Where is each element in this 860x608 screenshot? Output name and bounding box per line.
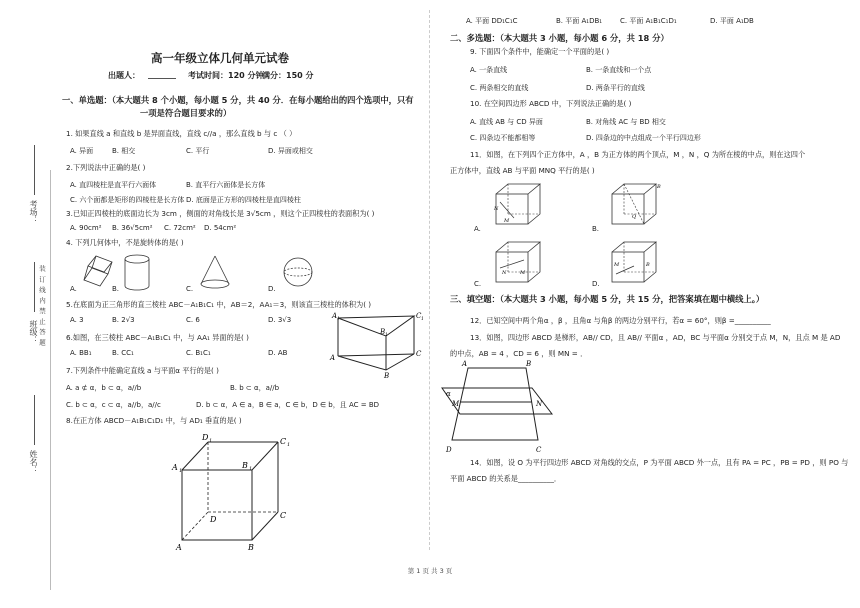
q1-text: 1. 如果直线 a 和直线 b 是异面直线，直线 c//a ，那么直线 b 与 c （ ） [66,129,297,138]
q9-option-d[interactable]: D. 两条平行的直线 [586,84,645,92]
svg-text:M: M [452,400,460,408]
q10-option-d[interactable]: D. 四条边的中点组成一个平行四边形 [586,134,701,142]
q4-label-a[interactable]: A. [70,285,77,293]
binding-line [50,170,51,590]
q11-label-b[interactable]: B. [592,225,600,233]
q3-option-b[interactable]: B. 36√5cm² [112,224,153,232]
q9-text: 9. 下面四个条件中，能确定一个平面的是( ) [470,47,610,56]
q6-option-c[interactable]: C. B₁C₁ [186,349,211,357]
section3-heading: 三、填空题：（本大题共 3 小题，每小题 5 分，共 15 分，把答案填在题中横线上。） [450,294,765,304]
q10-option-c[interactable]: C. 四条边不能都相等 [470,134,536,142]
q9-option-b[interactable]: B. 一条直线和一个点 [586,66,652,74]
q4-label-b[interactable]: B. [112,285,120,293]
svg-text:B: B [646,262,650,268]
class-blank[interactable] [34,262,35,312]
q5-option-b[interactable]: B. 2√3 [112,316,135,324]
q1-option-b[interactable]: B. 相交 [112,147,136,155]
q10-option-a[interactable]: A. 直线 AB 与 CD 异面 [470,118,543,126]
q9-option-a[interactable]: A. 一条直线 [470,66,508,74]
q6-option-a[interactable]: A. BB₁ [70,349,92,357]
svg-text:α: α [446,390,451,398]
q4-label-c[interactable]: C. [186,285,194,293]
q11-label-c[interactable]: C. [474,280,482,288]
q3-option-a[interactable]: A. 90cm² [70,224,102,232]
full-score: 满分：150 分 [262,71,314,80]
q8-option-c[interactable]: C. 平面 A₁B₁C₁D₁ [620,17,677,25]
name-label: 姓名： [29,450,38,474]
seal-notice: 装 订 线 内 禁 止 答 题 [38,265,46,347]
q5-option-a[interactable]: A. 3 [70,316,84,324]
q14-text: 14．如图，设 O 为平行四边形 ABCD 对角线的交点，P 为平面 ABCD 外一点，且有 PA = PC ，PB = PD ，则 PO 与 [470,458,849,467]
section1-heading-cont: 一项是符合题目要求的） [140,108,232,118]
q8-text: 8.在正方体 ABCD－A₁B₁C₁D₁ 中，与 AD₁ 垂直的是( ) [66,416,242,425]
svg-text:D: D [210,515,217,524]
q10-option-b[interactable]: B. 对角线 AC 与 BD 相交 [586,118,666,126]
svg-text:B: B [384,372,390,380]
exam-time: 考试时间：120 分钟 [188,71,264,80]
q8-option-d[interactable]: D. 平面 A₁DB [710,17,754,25]
q1-option-c[interactable]: C. 平行 [186,147,210,155]
q4-figure-cylinder [122,254,152,292]
svg-text:C: C [416,350,422,358]
q11-cube-b [610,182,660,226]
class-label: 班级： [29,320,38,344]
svg-text:N: N [536,400,543,408]
svg-text:A: A [176,543,182,552]
svg-text:C: C [536,446,542,454]
svg-text:1: 1 [287,442,291,448]
q8-option-a[interactable]: A. 平面 DD₁C₁C [466,17,518,25]
svg-text:1: 1 [385,333,388,338]
q7-option-c[interactable]: C. b ⊂ α，c ⊂ α，a//b，a//c [66,401,161,409]
q5-option-d[interactable]: D. 3√3 [268,316,292,324]
page-title: 高一年级立体几何单元试卷 [151,51,289,65]
q9-option-c[interactable]: C. 两条相交的直线 [470,84,529,92]
svg-text:A: A [332,312,338,320]
svg-text:N: N [494,206,499,212]
q2-option-d[interactable]: D. 底面是正方形的四棱柱是直四棱柱 [186,196,301,204]
section2-heading: 二、多选题：（本大题共 3 小题，每小题 6 分，共 18 分） [450,33,669,43]
q5-option-c[interactable]: C. 6 [186,316,200,324]
q2-option-b[interactable]: B. 直平行六面体是长方体 [186,181,266,189]
q11-cube-a [494,182,544,226]
q11-text-cont: 正方体中，直线 AB 与平面 MNQ 平行的是( ) [450,166,595,175]
q11-label-a[interactable]: A. [474,225,481,233]
q7-option-d[interactable]: D. b ⊂ α，A ∈ a，B ∈ a，C ∈ b，D ∈ b，且 AC = BD [196,401,380,409]
svg-text:N: N [502,270,507,276]
q10-text: 10. 在空间四边形 ABCD 中，下列说法正确的是( ) [470,99,632,108]
svg-text:C: C [280,437,287,446]
svg-text:C: C [280,511,287,520]
exam-room-label: 考场： [29,200,38,224]
q11-cube-c [494,240,544,284]
q11-text: 11．如图，在下列四个正方体中，A ，B 为正方体的两个顶点，M ，N ，Q 为所在棱的中点，则在这四个 [470,150,806,159]
svg-text:B: B [242,461,248,470]
q5-text: 5.在底面为正三角形的直三棱柱 ABC－A₁B₁C₁ 中，AB＝2，AA₁＝3，则该直三棱柱的体积为( ) [66,300,372,309]
cube-figure [168,434,298,552]
svg-text:1: 1 [209,438,213,444]
q1-option-d[interactable]: D. 异面或相交 [268,147,313,155]
svg-text:D: D [202,433,209,442]
svg-text:M: M [504,218,510,224]
svg-text:A: A [462,360,468,368]
q6-option-b[interactable]: B. CC₁ [112,349,134,357]
page-number: 第 1 页 共 3 页 [407,567,453,575]
svg-text:1: 1 [179,468,183,474]
svg-text:1: 1 [337,317,340,322]
section1-heading: 一、单选题：（本大题共 8 个小题，每小题 5 分，共 40 分．在每小题给出的四个选项中，只有 [62,95,414,105]
q14-text-cont: 平面 ABCD 的关系是__________． [450,474,562,483]
q1-option-a[interactable]: A. 异面 [70,147,94,155]
svg-text:1: 1 [249,466,253,472]
svg-text:A: A [330,354,336,362]
author-label: 出题人： [108,71,140,80]
svg-text:D: D [446,446,452,454]
q6-option-d[interactable]: D. AB [268,349,288,357]
svg-text:Q: Q [632,214,637,220]
q7-text: 7.下列条件中能确定直线 a 与平面α 平行的是( ) [66,366,219,375]
trapezoid-plane-figure [440,362,560,456]
column-divider [429,10,430,550]
q8-option-b[interactable]: B. 平面 A₁DB₁ [556,17,603,25]
q13-text: 13．如图，四边形 ABCD 是梯形，AB// CD，且 AB// 平面α ，AD，BC 与平面α 分别交于点 M，N，且点 M 是 AD [470,333,841,342]
q4-text: 4. 下列几何体中，不是旋转体的是( ) [66,238,184,247]
q4-figure-sphere [282,256,314,288]
q11-cube-d [610,240,660,284]
q13-text-cont: 的中点，AB = 4 ，CD = 6 ，则 MN = ． [450,349,588,358]
q2-option-c[interactable]: C. 六个面都是矩形的四棱柱是长方体 [70,196,185,204]
svg-text:B: B [526,360,532,368]
q7-option-b[interactable]: B. b ⊂ α，a//b [230,384,280,392]
svg-text:B: B [248,543,254,552]
svg-text:M: M [614,262,620,268]
q6-text: 6.如图，在三棱柱 ABC－A₁B₁C₁ 中，与 AA₁ 异面的是( ) [66,333,249,342]
q3-option-c[interactable]: C. 72cm² [164,224,196,232]
svg-text:A: A [172,463,178,472]
svg-text:B: B [380,328,386,336]
q3-option-d[interactable]: D. 54cm² [204,224,237,232]
q7-option-a[interactable]: A. a ⊄ α，b ⊂ α，a//b [66,384,142,392]
q4-figure-cone [198,254,232,292]
svg-text:B: B [657,184,661,190]
svg-text:M: M [520,270,526,276]
name-blank[interactable] [34,395,35,445]
author-blank[interactable] [148,78,176,79]
q2-text: 2.下列说法中正确的是( ) [66,163,146,172]
svg-text:1: 1 [421,317,424,322]
q2-option-a[interactable]: A. 直四棱柱是直平行六面体 [70,181,157,189]
exam-room-blank[interactable] [34,145,35,195]
q11-label-d[interactable]: D. [592,280,600,288]
q4-label-d[interactable]: D. [268,285,276,293]
triangular-prism-figure [330,310,426,380]
svg-text:C: C [416,312,422,320]
q3-text: 3.已知正四棱柱的底面边长为 3cm ，侧面的对角线长是 3√5cm ，则这个正四棱柱的表面积为( ) [66,209,375,218]
q12-text: 12．已知空间中两个角α ，β ，且角α 与角β 的两边分别平行，若α = 60°，则β =__________ [470,316,771,325]
